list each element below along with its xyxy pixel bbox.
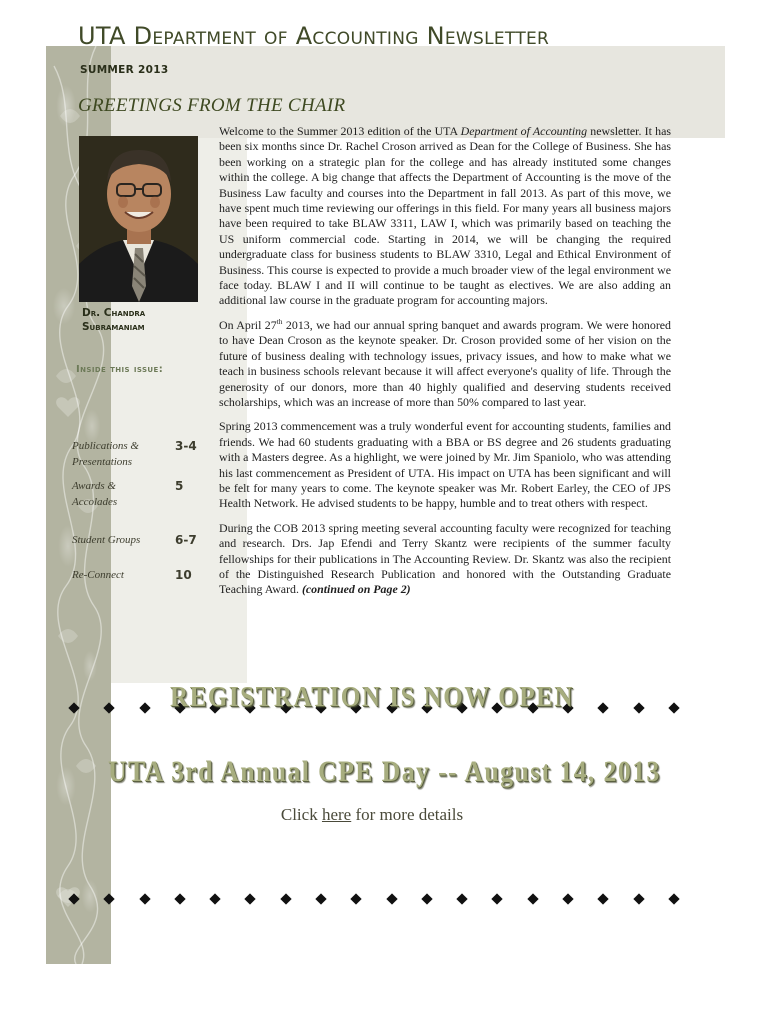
toc-item-publications[interactable] [72,438,200,470]
portrait-image [79,136,198,302]
photo-caption [82,306,202,334]
toc-label: Re-Connect [72,569,124,581]
cpe-day-banner: UTA 3rd Annual CPE Day -- August 14, 2013 [107,755,661,788]
caption-line-2: Subramaniam [82,321,145,333]
diamond-icon [598,893,609,904]
continued-link[interactable]: (continued on Page 2) [301,582,411,597]
inside-issue-heading: Inside this issue: [76,364,164,375]
click-suffix: for more details [351,805,464,824]
superscript: th [276,316,283,326]
text-run: newsletter. It has been six months since Dr. Rachel Croson arrived as Dean for the College of Business. She has been working on a strategic plan for the college and has already instituted some changes within the college. A big change that affects the Department of Accounting is the move of the Business Law faculty and courses into the Department in fall 2013. As part of this move, we have spent much time reviewing our offerings in this field. For many years all business majors have been required to take BLAW 3311, LAW I, which was primarily based on teaching the US uniform commercial code. Starting in 2014, we will be changing the required undergraduate class for business students to BLAW 3310, Legal and Ethical Environment of Business. This course is expected to provide a much broader view of the legal environment we face today. BLAW I and II will continue to be taught as electives. We are also adding an additional law course in the graduate program for accounting majors. [219,124,671,308]
diamond-icon [280,893,291,904]
newsletter-title: UTA Department of Accounting Newsletter [78,22,550,50]
section-heading: GREETINGS FROM THE CHAIR [78,95,346,116]
letter-paragraph-2 [219,318,671,410]
diamond-icon [421,893,432,904]
diamond-icon [456,893,467,904]
issue-label: SUMMER 2013 [80,64,169,76]
chair-letter [219,124,671,607]
text-run-italic: Department of Accounting [460,124,588,138]
caption-line-1: Dr. Chandra [82,307,146,319]
toc-item-awards[interactable] [72,478,200,510]
letter-paragraph-1 [219,124,671,309]
text-run: 2013, we had our annual spring banquet and awards program. We were honored to have Dean Croson as the keynote speaker. Dr. Croson provided some of her vision on the future of business dealing with technology issues, privacy issues, and how to make what we teach in business schools relevant because it will affect everyone's quality of life. Through the generosity of our donors, more than 40 highly qualified and deserving students received scholarships, which was an increase of more than 50% compared to last year. [219,317,672,409]
toc-pages: 5 [175,479,184,493]
toc-pages: 3-4 [175,439,197,453]
diamond-icon [386,893,397,904]
text-run: Welcome to the Summer 2013 edition of the UTA [219,124,461,138]
diamond-icon [139,893,150,904]
diamond-icon [245,893,256,904]
diamond-icon [633,893,644,904]
toc-label: Awards & Accolades [72,480,118,508]
toc-pages: 10 [175,568,192,582]
letter-paragraph-4 [219,521,671,598]
toc-label: Student Groups [72,534,141,546]
diamond-icon [527,893,538,904]
registration-banner: REGISTRATION IS NOW OPEN [169,682,575,713]
diamond-icon [668,893,679,904]
text-run: During the COB 2013 spring meeting several accounting faculty were recognized for teaching and research. Drs. Jap Efendi and Terry Skantz were recipients of the summer faculty fellowships for their publications in The Accounting Review. Dr. Skantz was also the recipient of the Distinguished Research Publication and honored with the Outstanding Graduate Teaching Award. [219,520,671,597]
diamond-divider-bottom [70,891,678,907]
diamond-icon [668,702,679,713]
details-link[interactable]: here [321,805,352,824]
diamond-icon [315,893,326,904]
toc-label: Publications & Presentations [72,440,139,468]
toc-pages: 6-7 [175,533,197,547]
diamond-icon [492,893,503,904]
diamond-icon [351,893,362,904]
click-prefix: Click [280,805,322,824]
toc-item-student-groups[interactable] [72,532,200,548]
text-run: On April 27 [219,317,277,332]
diamond-icon [562,893,573,904]
toc-item-reconnect[interactable] [72,567,200,583]
diamond-icon [174,893,185,904]
diamond-icon [68,702,79,713]
diamond-icon [209,893,220,904]
chair-photo [79,136,198,302]
letter-paragraph-3: Spring 2013 commencement was a truly wonderful event for accounting students, families and friends. We had 60 students graduating with a BBA or BS degree and 26 students graduating with a Masters degree. As a highlight, we were joined by Mr. Jim Spaniolo, who was attending his last commencement as President of UTA. His impact on UTA has been significant and will be felt for many years to come. The keynote speaker was Mr. Robert Earley, the CEO of JPS Health Network. He advised students to be happy, humble and to treat others with respect. [219,419,671,511]
diamond-icon [68,893,79,904]
details-line [65,805,679,825]
diamond-icon [104,893,115,904]
